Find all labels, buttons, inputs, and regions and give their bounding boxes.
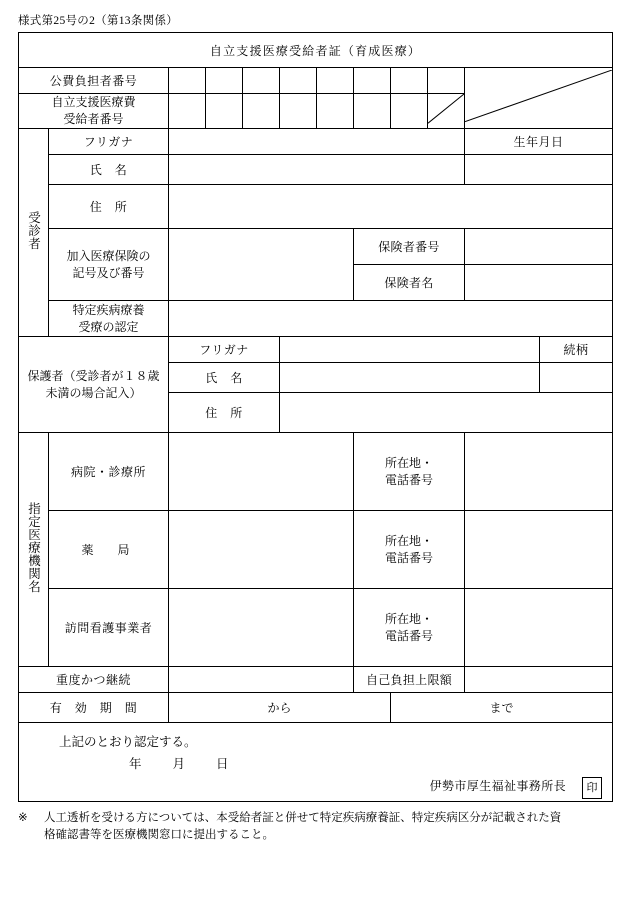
footnote [18,810,612,844]
pharmacy-location-phone-value[interactable] [465,511,613,589]
recipient-digit-1[interactable] [169,94,206,129]
guardian-name-label: 氏 名 [169,363,280,393]
guardian-label-line1: 保護者（受診者が１８歳 [27,368,160,383]
insurance-symbol-label [49,229,169,301]
location-phone-label-line1: 所在地・ [384,611,433,626]
period-to-label: まで [489,701,514,715]
insurance-symbol-value[interactable] [169,229,354,301]
guardian-address-label: 住 所 [169,393,280,433]
location-phone-label-line1: 所在地・ [384,533,433,548]
guardian-furigana-value[interactable] [280,337,540,363]
valid-period-to[interactable] [391,693,613,723]
certification-cell [19,723,613,802]
insurer-name-label: 保険者名 [354,265,465,301]
form-number: 様式第25号の2（第13条関係） [18,15,179,27]
patient-birthdate-value[interactable] [465,155,613,185]
recipient-digit-7[interactable] [391,94,428,129]
certificate-table [18,32,613,802]
guardian-section-label [19,337,169,433]
relationship-label: 続柄 [540,337,613,363]
hospital-label: 病院・診療所 [49,433,169,511]
diagonal-slash-icon [465,70,612,122]
location-phone-label-line2: 電話番号 [384,550,433,565]
severe-continuous-row [19,667,613,693]
public-payer-digit-1[interactable] [169,68,206,94]
certification-signatory: 伊勢市厚生福祉事務所長 [429,779,567,793]
guardian-furigana-label: フリガナ [169,337,280,363]
relationship-value[interactable] [540,363,613,393]
footnote-body [44,810,612,844]
public-payer-number-label: 公費負担者番号 [19,68,169,94]
self-pay-limit-value[interactable] [465,667,613,693]
certification-row [19,723,613,802]
valid-period-from[interactable] [169,693,391,723]
public-payer-number-row [19,68,613,94]
public-payer-digit-3[interactable] [243,68,280,94]
guardian-furigana-row [19,337,613,363]
patient-address-value[interactable] [169,185,613,229]
public-payer-digit-7[interactable] [391,68,428,94]
pharmacy-location-phone-label [354,511,465,589]
visiting-nurse-row [19,589,613,667]
location-phone-label-line1: 所在地・ [384,455,433,470]
location-phone-label-line2: 電話番号 [384,628,433,643]
pharmacy-row [19,511,613,589]
patient-name-row [19,155,613,185]
insurer-name-value[interactable] [465,265,613,301]
public-payer-digit-6[interactable] [354,68,391,94]
period-from-label: から [267,701,292,715]
recipient-digit-3[interactable] [243,94,280,129]
valid-period-row [19,693,613,723]
title-row [19,33,613,68]
hospital-location-phone-label [354,433,465,511]
public-payer-digit-8[interactable] [428,68,465,94]
specific-disease-label-line2: 受療の認定 [78,319,139,334]
patient-furigana-value[interactable] [169,129,465,155]
self-pay-limit-label: 自己負担上限額 [354,667,465,693]
patient-address-label: 住 所 [49,185,169,229]
recipient-digit-8 [428,94,465,129]
footnote-line-2: 格確認書等を医療機関窓口に提出すること。 [44,829,274,841]
recipient-digit-6[interactable] [354,94,391,129]
patient-name-label: 氏 名 [49,155,169,185]
specific-disease-label-line1: 特定疾病療養 [72,302,145,317]
recipient-digit-4[interactable] [280,94,317,129]
footnote-mark: ※ [18,812,28,824]
specific-disease-value[interactable] [169,301,613,337]
severe-continuous-value[interactable] [169,667,354,693]
public-payer-digit-5[interactable] [317,68,354,94]
specific-disease-label [49,301,169,337]
insurance-symbol-label-line2: 記号及び番号 [72,265,145,280]
guardian-address-value[interactable] [280,393,613,433]
insurance-symbol-label-line1: 加入医療保険の [66,248,151,263]
visiting-nurse-value[interactable] [169,589,354,667]
insurer-number-value[interactable] [465,229,613,265]
severe-continuous-label: 重度かつ継続 [19,667,169,693]
specific-disease-row [19,301,613,337]
document-title: 自立支援医療受給者証（育成医療） [19,33,613,68]
certification-text: 上記のとおり認定する。 [59,735,197,749]
public-payer-digit-4[interactable] [280,68,317,94]
patient-name-value[interactable] [169,155,465,185]
guardian-name-value[interactable] [280,363,540,393]
birthdate-label: 生年月日 [465,129,613,155]
insurance-symbol-row [19,229,613,265]
guardian-label-line2: 未満の場合記入） [45,385,142,400]
furigana-label: フリガナ [49,129,169,155]
visiting-nurse-label: 訪問看護事業者 [49,589,169,667]
hospital-value[interactable] [169,433,354,511]
recipient-digit-5[interactable] [317,94,354,129]
blank-diagonal-cell [465,68,613,129]
diagonal-slash-icon [428,94,464,123]
visiting-nurse-location-phone-label [354,589,465,667]
footnote-line-1: 人工透析を受ける方については、本受給者証と併せて特定疾病療養証、特定疾病区分が記載された資 [44,812,562,824]
insurer-number-label: 保険者番号 [354,229,465,265]
certification-date: 年 月 日 [129,757,231,771]
patient-address-row [19,185,613,229]
public-payer-digit-2[interactable] [206,68,243,94]
patient-furigana-row [19,129,613,155]
hospital-location-phone-value[interactable] [465,433,613,511]
recipient-digit-2[interactable] [206,94,243,129]
hospital-row [19,433,613,511]
valid-period-label: 有 効 期 間 [19,693,169,723]
pharmacy-value[interactable] [169,511,354,589]
recipient-number-label [19,94,169,129]
designated-institutions-label: 指定医療機関名 [19,433,49,667]
location-phone-label-line2: 電話番号 [384,472,433,487]
pharmacy-label: 薬 局 [49,511,169,589]
recipient-number-label-line1: 自立支援医療費 [51,95,136,109]
patient-section-label: 受診者 [19,129,49,337]
seal-icon: 印 [582,777,602,799]
visiting-nurse-location-phone-value[interactable] [465,589,613,667]
recipient-number-label-line2: 受給者番号 [63,112,124,126]
